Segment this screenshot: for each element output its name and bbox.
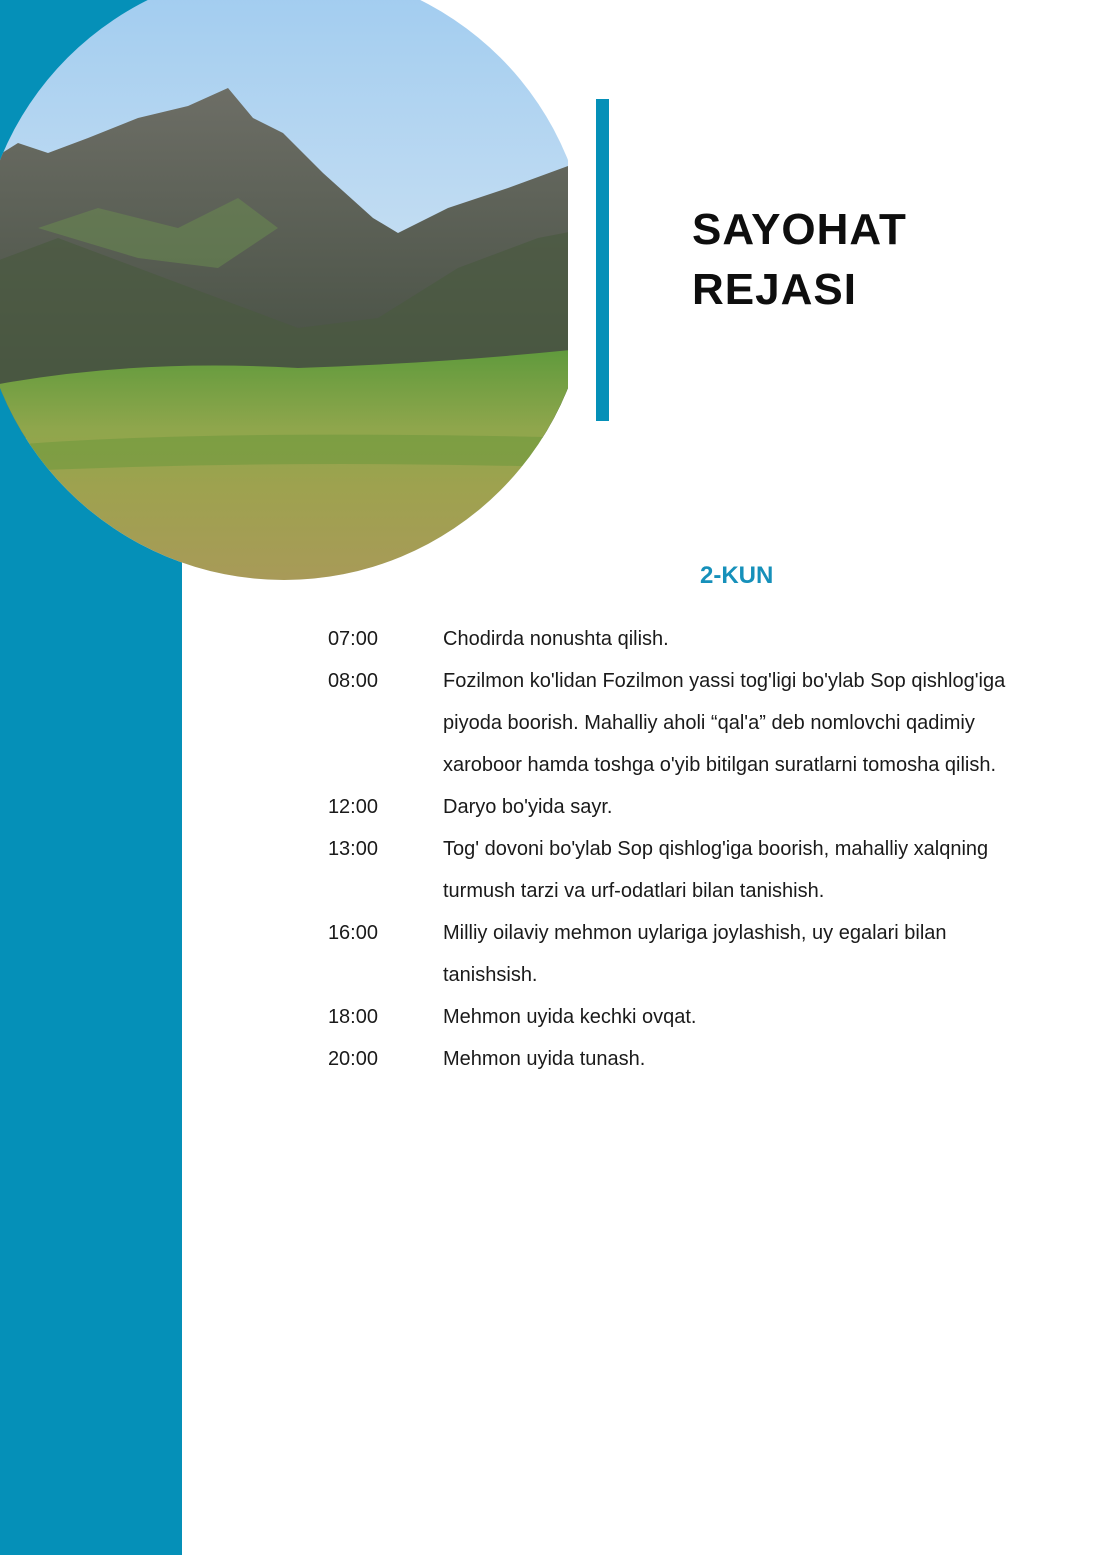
- day-label: 2-KUN: [700, 562, 774, 589]
- schedule-time: 20:00: [327, 1048, 378, 1070]
- schedule-time: 13:00: [327, 838, 378, 860]
- schedule-time: 16:00: [327, 922, 378, 944]
- schedule-time: 18:00: [327, 1006, 378, 1028]
- page-title: [692, 200, 907, 320]
- schedule-row: [290, 996, 1060, 1038]
- schedule-row: [290, 660, 1060, 786]
- schedule-activity: Chodirda nonushta qilish.: [443, 628, 669, 650]
- schedule-row: [290, 786, 1060, 828]
- schedule-activity: Daryo bo'yida sayr.: [443, 796, 613, 818]
- schedule-row: [290, 912, 1060, 996]
- accent-bar: [596, 99, 609, 421]
- title-line-2: REJASI: [692, 265, 857, 314]
- schedule-activity: Fozilmon ko'lidan Fozilmon yassi tog'ligi bo'ylab Sop qishlog'iga piyoda boorish. Mahalliy aholi “qal'a” deb nomlovchi qadimiy xaroboor hamda toshga o'yib bitilgan suratlarni tomosha qilish.: [443, 670, 1006, 776]
- schedule-row: [290, 1038, 1060, 1080]
- schedule-row: [290, 618, 1060, 660]
- photo-frame: [0, 0, 568, 600]
- mountain-landscape-image: [0, 0, 568, 580]
- title-line-1: SAYOHAT: [692, 205, 907, 254]
- schedule-time: 08:00: [327, 670, 378, 692]
- mountain-landscape-photo: [0, 0, 568, 580]
- schedule-list: [290, 618, 1060, 1080]
- schedule-time: 07:00: [327, 628, 378, 650]
- schedule-time: 12:00: [327, 796, 378, 818]
- schedule-activity: Milliy oilaviy mehmon uylariga joylashish, uy egalari bilan tanishsish.: [443, 922, 947, 986]
- schedule-activity: Mehmon uyida kechki ovqat.: [443, 1006, 697, 1028]
- schedule-activity: Tog' dovoni bo'ylab Sop qishlog'iga boorish, mahalliy xalqning turmush tarzi va urf-odatlari bilan tanishish.: [443, 838, 989, 902]
- schedule-activity: Mehmon uyida tunash.: [443, 1048, 646, 1070]
- schedule-row: [290, 828, 1060, 912]
